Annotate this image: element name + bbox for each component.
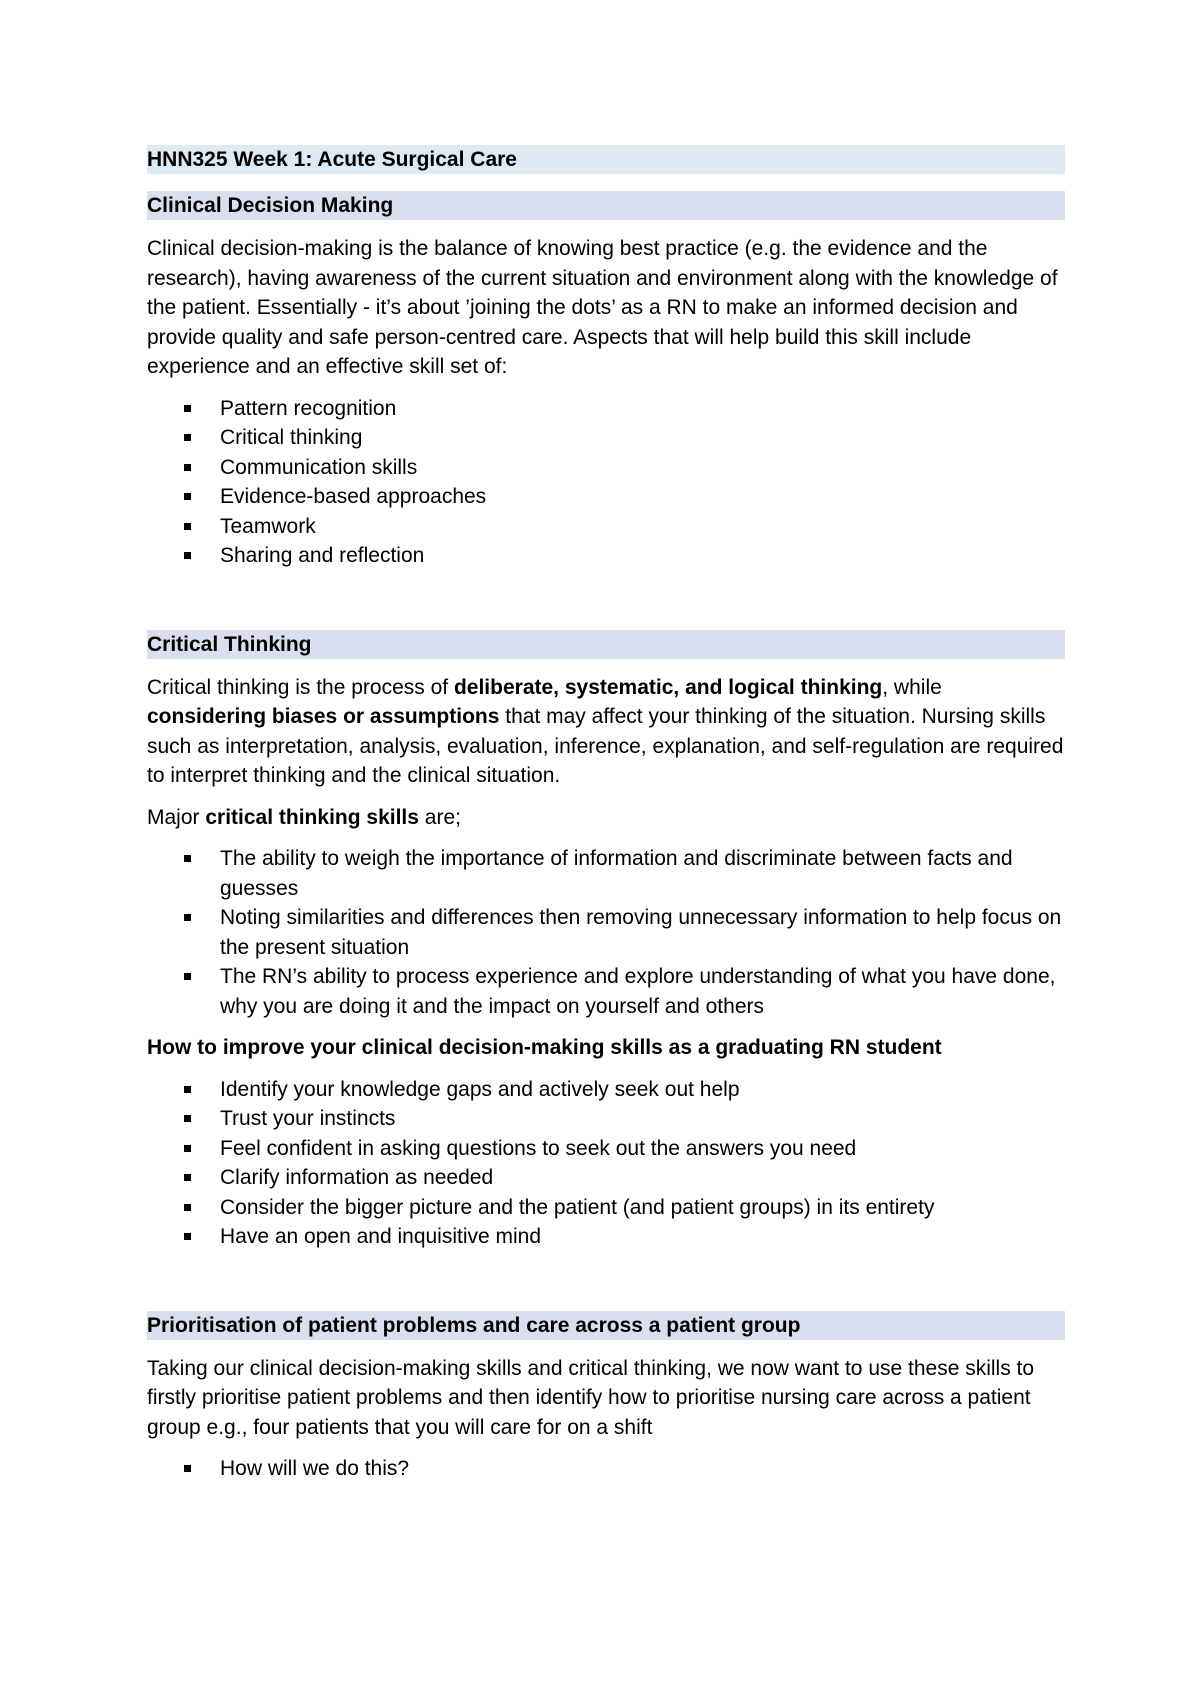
- bold-text: critical thinking skills: [205, 805, 419, 829]
- major-skills-intro: [147, 803, 1065, 833]
- list-item: Teamwork: [147, 512, 1065, 542]
- prioritisation-list: [147, 1454, 1065, 1484]
- list-item: The RN’s ability to process experience and explore understanding of what you have done, why you are doing it and the impact on yourself and others: [147, 962, 1065, 1021]
- bold-text: deliberate, systematic, and logical thinking: [453, 675, 883, 699]
- list-item: The ability to weigh the importance of information and discriminate between facts and guesses: [147, 844, 1065, 903]
- critical-thinking-paragraph: [147, 673, 1065, 791]
- bold-text: considering biases or assumptions: [147, 705, 500, 728]
- list-item: Trust your instincts: [147, 1104, 1065, 1134]
- text-run: , while: [882, 675, 942, 699]
- list-item: Feel confident in asking questions to seek out the answers you need: [147, 1134, 1065, 1164]
- section-heading-decision-making: Clinical Decision Making: [147, 191, 1065, 220]
- document-content: [147, 145, 1065, 1484]
- list-item: Identify your knowledge gaps and actively seek out help: [147, 1075, 1065, 1105]
- major-skills-list: [147, 844, 1065, 1021]
- improve-skills-list: [147, 1075, 1065, 1252]
- text-run: that may affect your thinking of the situation. Nursing skills such as interpretation, analysis, evaluation, inference, explanation, and self-regulation are required to interpret thinking and the clinical situation.: [147, 705, 1064, 787]
- list-item: Sharing and reflection: [147, 541, 1065, 571]
- list-item: Clarify information as needed: [147, 1163, 1065, 1193]
- list-item: How will we do this?: [147, 1454, 1065, 1484]
- list-item: Noting similarities and differences then removing unnecessary information to help focus on the present situation: [147, 903, 1065, 962]
- list-item: Communication skills: [147, 453, 1065, 483]
- text-run: are;: [418, 805, 461, 829]
- list-item: Critical thinking: [147, 423, 1065, 453]
- document-title: HNN325 Week 1: Acute Surgical Care: [147, 145, 1065, 174]
- prioritisation-paragraph: Taking our clinical decision-making skills and critical thinking, we now want to use these skills to firstly prioritise patient problems and then identify how to prioritise nursing care across a patient group e.g., four patients that you will care for on a shift: [147, 1356, 1035, 1439]
- text-run: Major: [147, 805, 206, 829]
- improve-skills-heading: How to improve your clinical decision-making skills as a graduating RN student: [147, 1036, 942, 1059]
- list-item: Evidence-based approaches: [147, 482, 1065, 512]
- decision-making-paragraph: Clinical decision-making is the balance of knowing best practice (e.g. the evidence and the research), having awareness of the current situation and environment along with the knowledge of the patient. Essentially - it’s about ’joining the dots’ as a RN to make an informed decision and provide quality and safe person-centred care. Aspects that will help build this skill include experience and an effective skill set of:: [147, 237, 1058, 378]
- decision-making-skill-list: [147, 394, 1065, 571]
- list-item: Have an open and inquisitive mind: [147, 1222, 1065, 1252]
- list-item: Consider the bigger picture and the patient (and patient groups) in its entirety: [147, 1193, 1065, 1223]
- section-heading-critical-thinking: Critical Thinking: [147, 630, 1065, 659]
- text-run: Critical thinking is the process of: [147, 675, 454, 699]
- section-heading-prioritisation: Prioritisation of patient problems and care across a patient group: [147, 1311, 1065, 1340]
- list-item: Pattern recognition: [147, 394, 1065, 424]
